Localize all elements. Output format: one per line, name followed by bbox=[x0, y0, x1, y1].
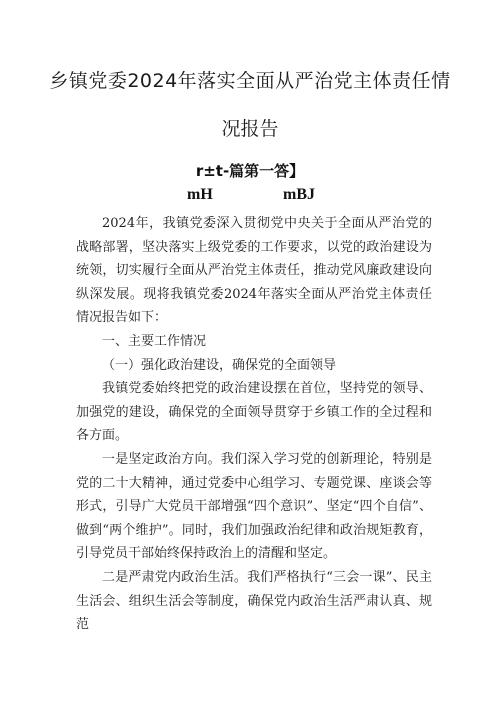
body-paragraph: 一是坚定政治方向。我们深入学习党的创新理论，特别是党的二十大精神，通过党委中心组学习、专题党课、座谈会等形式，引导广大党员干部增强“四个意识”、坚定“四个自信”、做到“两个维护”。同时，我们加强政治纪律和政治规矩教育，引导党员干部始终保持政治上的清醒和坚定。 bbox=[76, 451, 432, 562]
subsection-heading: （一）强化政治建设，确保党的全面领导 bbox=[102, 357, 337, 373]
document-body bbox=[76, 212, 432, 637]
section-heading: 一、主要工作情况 bbox=[102, 333, 207, 349]
body-paragraph: 我镇党委始终把党的政治建设摆在首位，坚持党的领导、加强党的建设，确保党的全面领导贯穿于乡镇工作的全过程和各方面。 bbox=[76, 381, 432, 444]
document-subtitle-left: mH bbox=[187, 186, 213, 203]
intro-paragraph: 2024年，我镇党委深入贯彻党中央关于全面从严治党的战略部署，坚决落实上级党委的工作要求，以党的政治建设为统领，切实履行全面从严治党主体责任，推动党风廉政建设向纵深发展。现将我镇党委2024年落实全面从严治党主体责任情况报告如下： bbox=[76, 216, 432, 326]
body-paragraph: 二是严肃党内政治生活。我们严格执行“三会一课”、民主生活会、组织生活会等制度，确保党内政治生活严肃认真、规范 bbox=[76, 569, 432, 633]
document-title: 乡镇党委2024年落实全面从严治党主体责任情 bbox=[49, 70, 451, 92]
document-subtitle-right: mBJ bbox=[283, 186, 315, 203]
document-title-continued: 况报告 bbox=[221, 118, 279, 140]
document-subtitle: r±t-篇第一答】 bbox=[195, 162, 305, 180]
